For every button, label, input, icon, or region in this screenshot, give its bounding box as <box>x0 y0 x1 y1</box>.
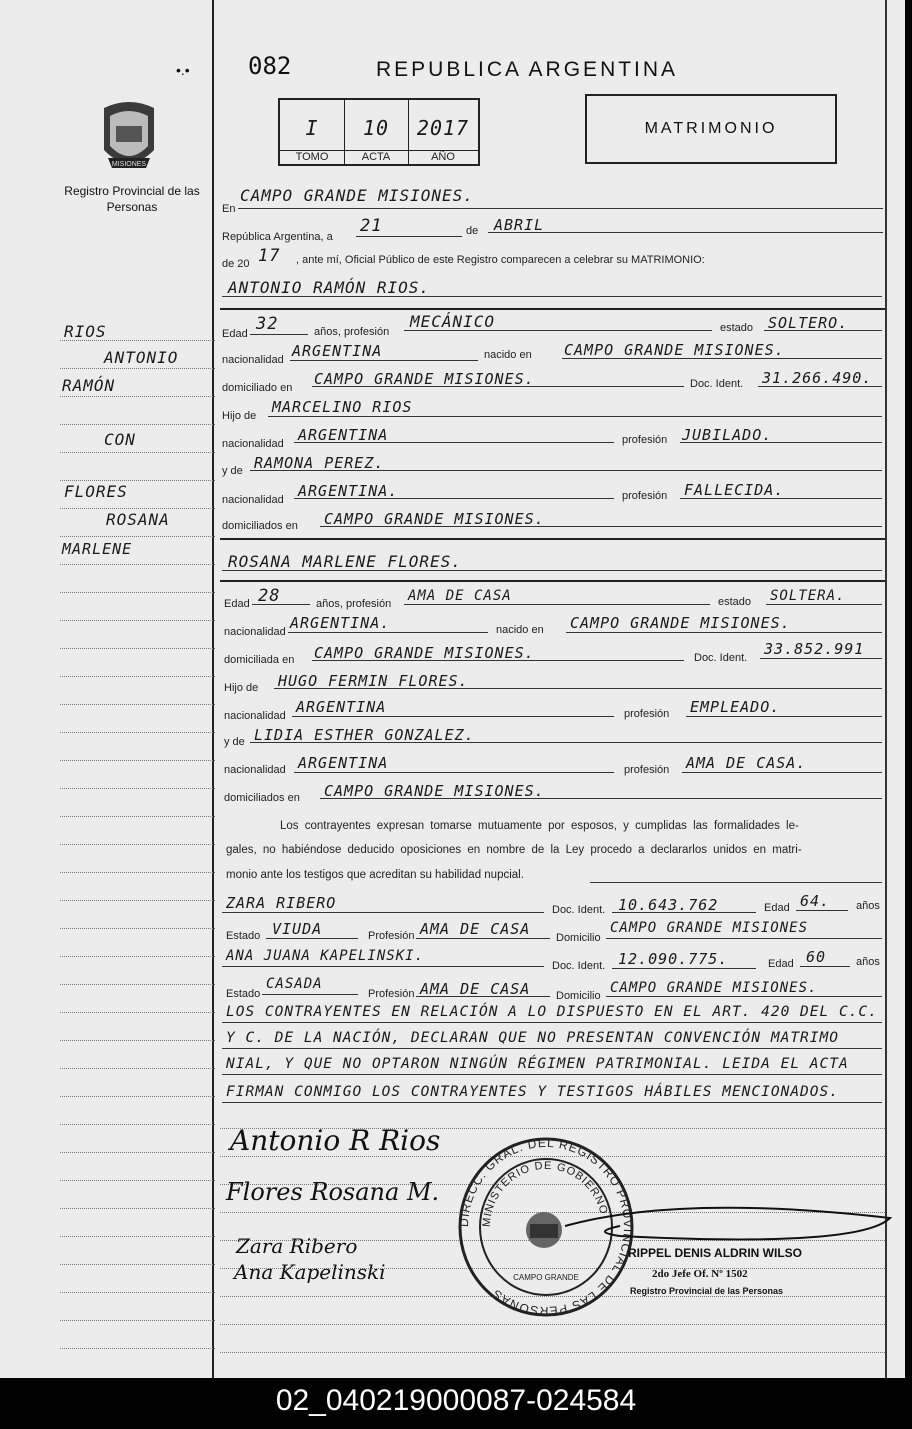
anos-profesion-label: años, profesión <box>314 326 390 338</box>
margin-note: ROSANA <box>106 510 170 529</box>
bride-mother: LIDIA ESTHER GONZALEZ. <box>254 726 475 744</box>
stamp-city: CAMPO GRANDE <box>513 1273 579 1282</box>
witness2-doc: 12.090.775. <box>618 950 729 968</box>
registry-name: Registro Provincial de las Personas <box>64 184 200 214</box>
margin-note: RAMÓN <box>62 376 116 395</box>
acta-value: 10 <box>362 116 390 140</box>
country-title: REPUBLICA ARGENTINA <box>376 58 679 81</box>
groom-doc: 31.266.490. <box>762 369 873 387</box>
groom-address: CAMPO GRANDE MISIONES. <box>314 370 535 388</box>
edad-label: Edad <box>222 328 248 340</box>
tomo-value: I <box>305 116 319 140</box>
groom-father-profession: JUBILADO. <box>682 426 773 444</box>
groom-father-nationality: ARGENTINA <box>298 426 389 444</box>
month-value: ABRIL <box>494 216 545 234</box>
stamp-ring-text: DIRECC. GRAL. DEL REGISTRO PROVINCIAL DE LAS PERSONAS <box>456 1135 636 1319</box>
bride-birthplace: CAMPO GRANDE MISIONES. <box>570 614 791 632</box>
declaration-line: gales, no habiéndose deducido oposiciones en nombre de la Ley procedo a declararlos unidos en matri- <box>226 844 802 856</box>
profesion-label: profesión <box>624 708 670 720</box>
bride-father-profession: EMPLEADO. <box>690 698 781 716</box>
tomo-label: TOMO <box>280 150 344 163</box>
doc-label: Doc. Ident. <box>552 960 606 972</box>
groom-mother-nationality: ARGENTINA. <box>298 482 399 500</box>
signature-witness1: Zara Ribero <box>236 1234 358 1258</box>
domiciliada-label: domiciliada en <box>224 654 295 666</box>
nacionalidad-label: nacionalidad <box>224 710 286 722</box>
witness1-marital-status: VIUDA <box>272 920 323 938</box>
nacionalidad-label: nacionalidad <box>222 438 284 450</box>
stamp-inner-text: MINISTERIO DE GOBIERNO <box>480 1159 610 1228</box>
witness2-address: CAMPO GRANDE MISIONES. <box>610 980 818 996</box>
domiciliados-label: domiciliados en <box>224 792 300 804</box>
witness1-profession: AMA DE CASA <box>420 920 531 938</box>
edad-label: Edad <box>764 902 790 914</box>
groom-parents-address: CAMPO GRANDE MISIONES. <box>324 510 545 528</box>
bride-address: CAMPO GRANDE MISIONES. <box>314 644 535 662</box>
hijo-label: Hijo de <box>224 682 259 694</box>
nacido-label: nacido en <box>496 624 544 636</box>
nacionalidad-label: nacionalidad <box>224 764 286 776</box>
official-org: Registro Provincial de las Personas <box>630 1286 784 1296</box>
groom-mother: RAMONA PEREZ. <box>254 454 385 472</box>
groom-age: 32 <box>256 314 279 334</box>
estado-label: estado <box>720 322 754 334</box>
profesion-label: profesión <box>624 764 670 776</box>
acta-cell <box>344 100 409 164</box>
nacido-label: nacido en <box>484 349 532 361</box>
bride-name: ROSANA MARLENE FLORES. <box>228 552 462 571</box>
note-line: LOS CONTRAYENTES EN RELACIÓN A LO DISPUESTO EN EL ART. 420 DEL C.C. <box>226 1004 878 1020</box>
note-line: FIRMAN CONMIGO LOS CONTRAYENTES Y TESTIGOS HÁBILES MENCIONADOS. <box>226 1084 839 1100</box>
nacionalidad-label: nacionalidad <box>224 626 286 638</box>
nacionalidad-label: nacionalidad <box>222 354 284 366</box>
de-label: de <box>466 225 479 237</box>
document-number: 082 <box>248 52 292 80</box>
groom-name: ANTONIO RAMÓN RIOS. <box>228 278 431 297</box>
bride-profession: AMA DE CASA <box>408 588 512 604</box>
witness1-address: CAMPO GRANDE MISIONES <box>610 920 809 936</box>
witness2-profession: AMA DE CASA <box>420 980 531 998</box>
margin-note: CON <box>104 430 136 449</box>
profesion-label: Profesión <box>368 930 415 942</box>
anio-label: AÑO <box>408 150 478 163</box>
nacionalidad-label: nacionalidad <box>222 494 284 506</box>
profesion-label: profesión <box>622 434 668 446</box>
domicilio-label: Domicilio <box>556 990 601 1002</box>
bride-parents-address: CAMPO GRANDE MISIONES. <box>324 782 545 800</box>
margin-note: RIOS <box>64 322 107 341</box>
anos-profesion-label: años, profesión <box>316 598 392 610</box>
estado-label: estado <box>718 596 752 608</box>
edad-label: Edad <box>768 958 794 970</box>
y-de-label: y de <box>222 465 243 477</box>
groom-birthplace: CAMPO GRANDE MISIONES. <box>564 341 785 359</box>
anio-value: 2017 <box>416 116 470 140</box>
note-line: Y C. DE LA NACIÓN, DECLARAN QUE NO PRESENTAN CONVENCIÓN MATRIMO <box>226 1030 839 1046</box>
intro-text: , ante mí, Oficial Público de este Registro comparecen a celebrar su MATRIMONIO: <box>296 254 705 266</box>
bride-father-nationality: ARGENTINA <box>296 698 387 716</box>
groom-profession: MECÁNICO <box>410 312 496 331</box>
hijo-label: Hijo de <box>222 410 257 422</box>
domicilio-label: Domicilio <box>556 932 601 944</box>
republic-label: República Argentina, a <box>222 231 333 243</box>
domiciliado-label: domiciliado en <box>222 382 293 394</box>
margin-note: FLORES <box>64 482 128 501</box>
place-value: CAMPO GRANDE MISIONES. <box>240 186 474 205</box>
page-right-border <box>885 0 887 1378</box>
year-prefix: de 20 <box>222 258 250 270</box>
bride-age: 28 <box>258 586 281 606</box>
note-line: NIAL, Y QUE NO OPTARON NINGÚN RÉGIMEN PATRIMONIAL. LEIDA EL ACTA <box>226 1056 849 1072</box>
doc-label: Doc. Ident. <box>694 652 748 664</box>
witness2-name: ANA JUANA KAPELINSKI. <box>226 948 425 964</box>
y-de-label: y de <box>224 736 245 748</box>
bride-mother-nationality: ARGENTINA <box>298 754 389 772</box>
groom-mother-profession: FALLECIDA. <box>684 481 785 499</box>
bride-doc: 33.852.991 <box>764 640 865 658</box>
bride-mother-profession: AMA DE CASA. <box>686 754 807 772</box>
groom-marital-status: SOLTERO. <box>768 314 849 332</box>
document-id-footer: 02_040219000087-024584 <box>0 1378 912 1429</box>
section-separator <box>220 538 885 540</box>
day-value: 21 <box>360 216 383 236</box>
witness2-marital-status: CASADA <box>266 976 323 992</box>
anio-cell <box>408 100 478 164</box>
margin-note: ANTONIO <box>104 348 179 367</box>
witness2-age: 60 <box>806 948 827 966</box>
acta-label: ACTA <box>344 150 408 163</box>
signature-groom: Antonio R Rios <box>230 1124 441 1157</box>
estado-label: Estado <box>226 988 261 1000</box>
en-label: En <box>222 203 236 215</box>
signature-witness2: Ana Kapelinski <box>234 1260 386 1284</box>
tomo-cell <box>280 100 345 164</box>
bride-nationality: ARGENTINA. <box>290 614 391 632</box>
act-type-box <box>585 94 837 164</box>
profesion-label: profesión <box>622 490 668 502</box>
act-type: MATRIMONIO <box>644 120 778 137</box>
domiciliados-label: domiciliados en <box>222 520 298 532</box>
bride-father: HUGO FERMIN FLORES. <box>278 672 469 690</box>
official-name: RIPPEL DENIS ALDRIN WILSO <box>628 1246 803 1260</box>
provincial-seal-icon <box>98 98 160 176</box>
declaration-line: monio ante los testigos que acreditan su habilidad nupcial. <box>226 869 524 881</box>
bride-marital-status: SOLTERA. <box>770 588 846 604</box>
seal-label: MISIONES <box>111 161 147 168</box>
declaration-line: Los contrayentes expresan tomarse mutuamente por esposos, y cumplidas las formalidades le- <box>280 820 799 832</box>
estado-label: Estado <box>226 930 261 942</box>
margin-divider <box>212 0 214 1378</box>
signature-bride: Flores Rosana M. <box>226 1178 440 1206</box>
year-suffix: 17 <box>258 246 281 266</box>
section-separator <box>220 580 885 582</box>
official-title: 2do Jefe Of. Nº 1502 <box>652 1268 748 1280</box>
witness1-age: 64. <box>800 892 831 910</box>
doc-label: Doc. Ident. <box>552 904 606 916</box>
profesion-label: Profesión <box>368 988 415 1000</box>
section-separator <box>220 308 885 310</box>
margin-note: MARLENE <box>62 540 133 558</box>
anos-label: años <box>856 900 880 912</box>
witness1-name: ZARA RIBERO <box>226 894 337 912</box>
witness1-doc: 10.643.762 <box>618 896 719 914</box>
groom-father: MARCELINO RIOS <box>272 398 413 416</box>
doc-label: Doc. Ident. <box>690 378 744 390</box>
anos-label: años <box>856 956 880 968</box>
punch-marks: •.• <box>176 62 190 78</box>
edad-label: Edad <box>224 598 250 610</box>
groom-nationality: ARGENTINA <box>292 342 383 360</box>
record-box <box>278 98 480 166</box>
